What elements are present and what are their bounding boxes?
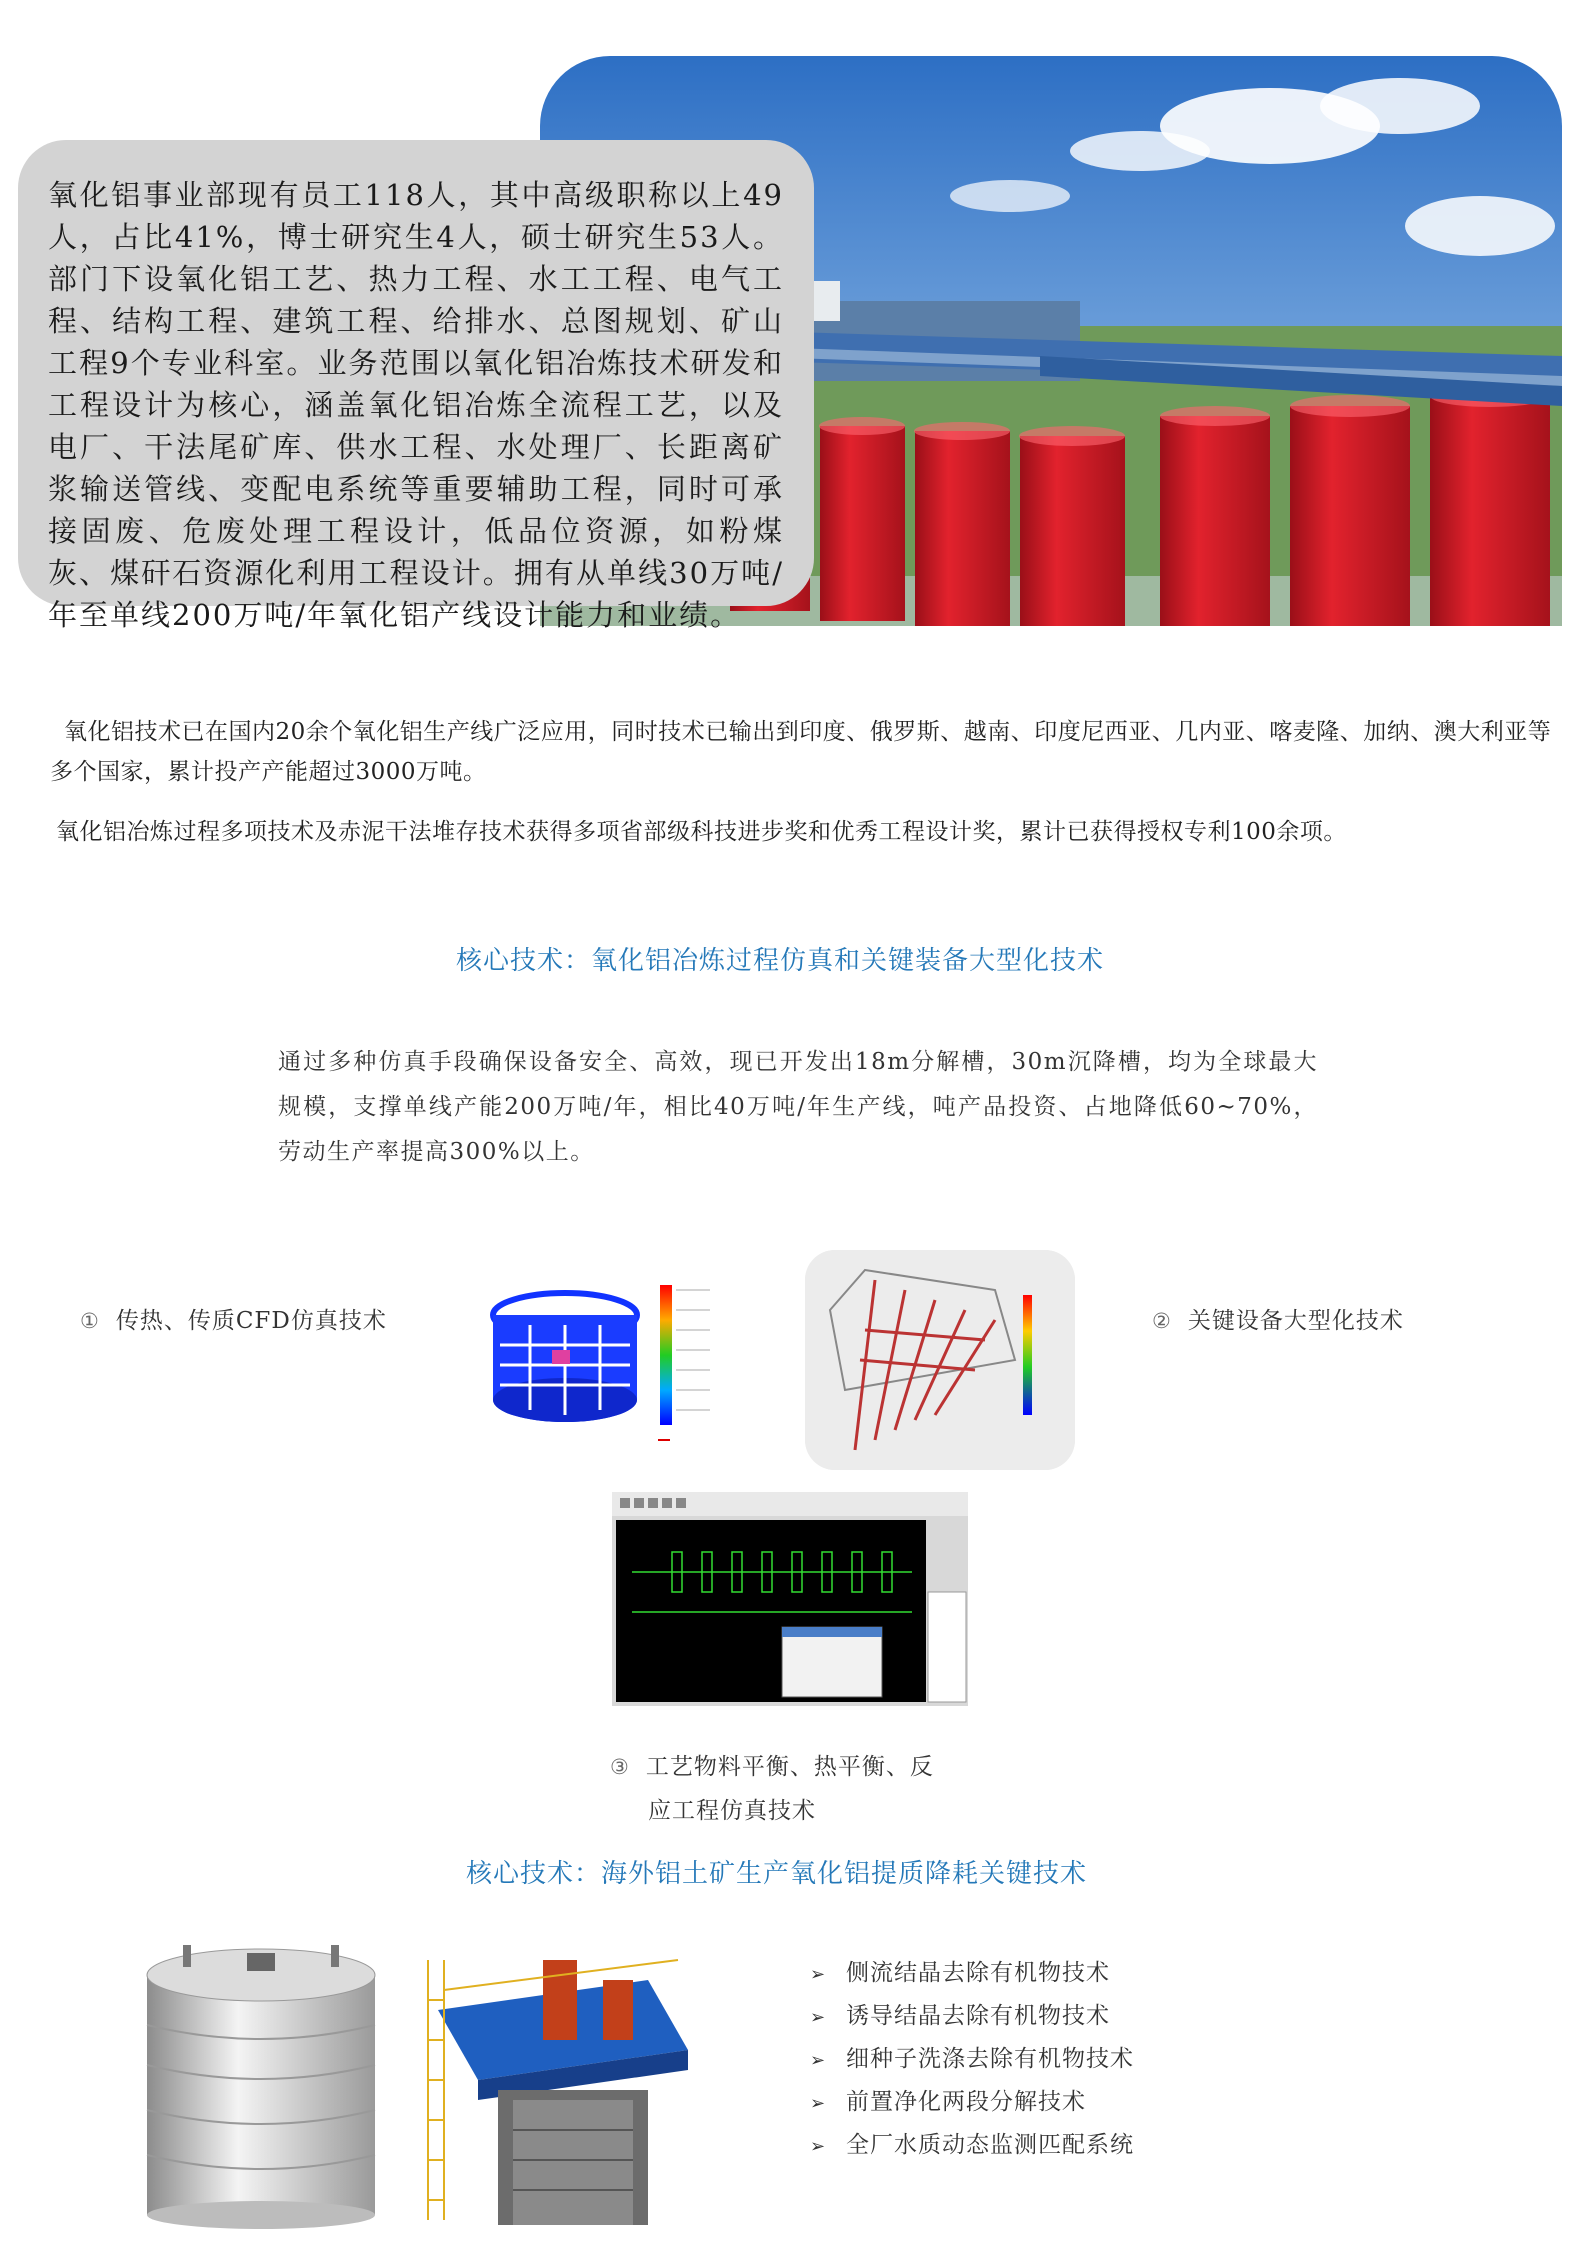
caption-text: 工艺物料平衡、热平衡、反 (645, 1754, 934, 1780)
section1-description: 通过多种仿真手段确保设备安全、高效，现已开发出18m分解槽，30m沉降槽，均为全球最大规模，支撑单线产能200万吨/年，相比40万吨/年生产线，吨产品投资、占地降低60~70%，劳动生产率提高300%以上。 (278, 1049, 1318, 1165)
intro-textbox: 氧化铝事业部现有员工118人，其中高级职称以上49人，占比41%，博士研究生4人，硕士研究生53人。部门下设氧化铝工艺、热力工程、水工工程、电气工程、结构工程、建筑工程、给排水、总图规划、矿山工程9个专业科室。业务范围以氧化铝冶炼技术研发和工程设计为核心，涵盖氧化铝冶炼全流程工艺，以及电厂、干法尾矿库、供水工程、水处理厂、长距离矿浆输送管线、变配电系统等重要辅助工程，同时可承接固废、危废处理工程设计，低品位资源，如粉煤灰、煤矸石资源化利用工程设计。拥有从单线30万吨/年至单线200万吨/年氧化铝产线设计能力和业绩。 (18, 140, 814, 606)
tech-list (810, 1952, 1310, 2167)
cfd-simulation-figure (480, 1250, 740, 1450)
arrow-bullet-icon: ➢ (810, 1964, 827, 1985)
list-item (810, 1995, 1310, 2038)
caption-number: ② (1152, 1309, 1172, 1333)
tank-drawing (143, 1935, 379, 2229)
section1-heading: 核心技术：氧化铝冶炼过程仿真和关键装备大型化技术 (456, 946, 1105, 976)
section2-heading: 核心技术：海外铝土矿生产氧化铝提质降耗关键技术 (466, 1859, 1088, 1889)
list-item (810, 2124, 1310, 2167)
awards-paragraph: 氧化铝冶炼过程多项技术及赤泥干法堆存技术获得多项省部级科技进步奖和优秀工程设计奖，累计已获得授权专利100余项。 (56, 819, 1347, 845)
caption-process-simulation (610, 1748, 934, 1781)
list-item-label: 诱导结晶去除有机物技术 (846, 2003, 1110, 2029)
arrow-bullet-icon: ➢ (810, 2050, 827, 2071)
arrow-bullet-icon: ➢ (810, 2007, 827, 2028)
list-item (810, 2038, 1310, 2081)
caption-text: 关键设备大型化技术 (1187, 1308, 1404, 1334)
caption-number: ③ (610, 1755, 630, 1779)
process-simulation-screenshot (612, 1492, 968, 1706)
arrow-bullet-icon: ➢ (810, 2136, 827, 2157)
list-item (810, 1952, 1310, 1995)
list-item-label: 细种子洗涤去除有机物技术 (846, 2046, 1134, 2072)
equipment-3d-model (418, 1940, 702, 2230)
caption-process-simulation-line2: 应工程仿真技术 (648, 1798, 816, 1824)
list-item (810, 2081, 1310, 2124)
list-item-label: 前置净化两段分解技术 (846, 2089, 1086, 2115)
list-item-label: 全厂水质动态监测匹配系统 (846, 2132, 1134, 2158)
caption-large-equipment (1152, 1302, 1404, 1335)
list-item-label: 侧流结晶去除有机物技术 (846, 1960, 1110, 1986)
caption-number: ① (80, 1309, 100, 1333)
overseas-paragraph: 氧化铝技术已在国内20余个氧化铝生产线广泛应用，同时技术已输出到印度、俄罗斯、越南、印度尼西亚、几内亚、喀麦隆、加纳、澳大利亚等多个国家，累计投产产能超过3000万吨。 (50, 719, 1552, 785)
arrow-bullet-icon: ➢ (810, 2093, 827, 2114)
caption-text: 传热、传质CFD仿真技术 (115, 1308, 387, 1334)
caption-cfd (80, 1302, 387, 1335)
structure-simulation-figure (805, 1250, 1075, 1470)
